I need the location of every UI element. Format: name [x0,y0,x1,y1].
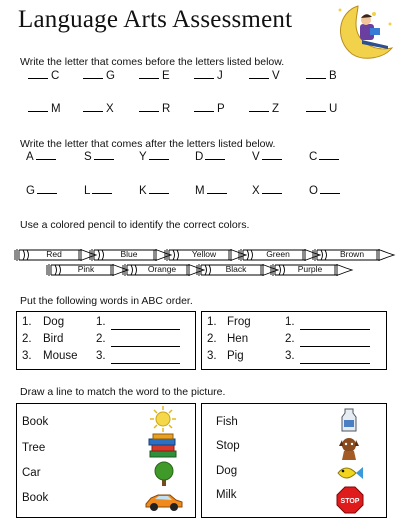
abc-word: Pig [227,350,244,362]
abc-word: Dog [43,316,65,328]
crayon-label: Green [266,249,290,259]
answer-blank[interactable] [194,111,214,112]
tree-icon [151,461,177,487]
given-letter: S [84,151,92,163]
match-word: Dog [216,465,238,477]
given-letter: R [162,103,171,115]
given-letter: X [252,185,260,197]
match-word: Book [22,492,49,504]
list-number: 2. [285,333,295,345]
given-letter: C [51,70,60,82]
sun-icon [146,405,180,433]
after-letter-item [84,151,114,163]
before-letter-item [194,70,223,82]
dog-icon [336,434,362,462]
given-letter: Y [139,151,147,163]
instruction-match: Draw a line to match the word to the picture. [20,386,226,398]
answer-blank[interactable] [28,78,48,79]
given-letter: M [195,185,205,197]
answer-blank[interactable] [92,193,112,194]
answer-blank[interactable] [83,78,103,79]
instruction-abc-order: Put the following words in ABC order. [20,295,193,307]
before-letter-item [194,103,225,115]
abc-word: Bird [43,333,64,345]
given-letter: G [106,70,115,82]
list-number: 3. [96,350,106,362]
before-letter-item [83,70,115,82]
given-letter: C [309,151,318,163]
crayon-label: Red [46,249,62,259]
stop-sign-text: STOP [340,498,360,505]
before-letter-item [83,103,114,115]
crayon-label: Brown [339,249,365,259]
answer-blank[interactable] [319,159,339,160]
answer-blank[interactable] [28,111,48,112]
answer-blank[interactable] [300,346,370,347]
answer-blank[interactable] [262,159,282,160]
before-letter-item [249,103,279,115]
given-letter: U [329,103,338,115]
instruction-after: Write the letter that comes after the letters listed below. [20,138,276,150]
given-letter: V [252,151,260,163]
list-number: 1. [96,316,106,328]
before-letter-item [249,70,280,82]
after-letter-item [84,185,112,197]
page-title: Language Arts Assessment [18,6,293,33]
answer-blank[interactable] [111,346,180,347]
list-number: 1. [285,316,295,328]
before-letter-item [306,70,337,82]
answer-blank[interactable] [300,363,370,364]
given-letter: X [106,103,114,115]
stop-sign-icon [336,486,364,514]
given-letter: A [26,151,34,163]
moon-reading-icon [330,2,400,60]
car-icon [143,489,185,513]
list-number: 2. [96,333,106,345]
list-number: 2. [207,333,217,345]
before-letter-item [28,103,61,115]
answer-blank[interactable] [249,78,269,79]
answer-blank[interactable] [36,159,56,160]
answer-blank[interactable] [320,193,340,194]
answer-blank[interactable] [139,111,159,112]
answer-blank[interactable] [139,78,159,79]
answer-blank[interactable] [37,193,57,194]
crayon-label: Orange [147,264,177,274]
answer-blank[interactable] [207,193,227,194]
after-letter-item [195,185,227,197]
list-number: 1. [207,316,217,328]
crayon-label: Yellow [191,249,217,259]
given-letter: E [162,70,170,82]
answer-blank[interactable] [111,363,180,364]
books-stack-icon [147,432,179,460]
given-letter: M [51,103,61,115]
crayon-label: Black [225,264,247,274]
given-letter: L [84,185,91,197]
after-letter-item [26,151,56,163]
given-letter: B [329,70,337,82]
match-word: Car [22,467,41,479]
abc-word: Mouse [43,350,78,362]
after-letter-item [252,185,282,197]
before-letter-item [306,103,337,115]
answer-blank[interactable] [194,78,214,79]
instruction-before: Write the letter that comes before the letters listed below. [20,56,285,68]
milk-bottle-icon [339,407,359,433]
answer-blank[interactable] [262,193,282,194]
answer-blank[interactable] [149,193,169,194]
answer-blank[interactable] [111,329,180,330]
answer-blank[interactable] [306,78,326,79]
answer-blank[interactable] [205,159,225,160]
answer-blank[interactable] [249,111,269,112]
given-letter: D [195,151,204,163]
match-word: Book [22,416,49,428]
match-word: Fish [216,416,238,428]
after-letter-item [252,151,282,163]
after-letter-item [139,185,169,197]
answer-blank[interactable] [300,329,370,330]
list-number: 3. [22,350,32,362]
given-letter: V [272,70,280,82]
before-letter-item [139,70,170,82]
match-word: Tree [22,442,46,454]
after-letter-item [26,185,57,197]
fish-icon [334,461,364,485]
crayon-label: Pink [77,264,95,274]
before-letter-item [28,70,59,82]
after-letter-item [309,151,339,163]
abc-word: Hen [227,333,249,345]
list-number: 3. [285,350,295,362]
given-letter: Z [272,103,280,115]
answer-blank[interactable] [306,111,326,112]
after-letter-item [195,151,225,163]
abc-word: Frog [227,316,251,328]
crayon-label: Purple [297,264,323,274]
after-letter-item [309,185,340,197]
answer-blank[interactable] [149,159,169,160]
given-letter: O [309,185,318,197]
given-letter: K [139,185,147,197]
before-letter-item [139,103,170,115]
instruction-colors: Use a colored pencil to identify the correct colors. [20,219,250,231]
after-letter-item [139,151,169,163]
list-number: 1. [22,316,32,328]
match-word: Stop [216,440,240,452]
given-letter: P [217,103,225,115]
answer-blank[interactable] [94,159,114,160]
answer-blank[interactable] [83,111,103,112]
list-number: 2. [22,333,32,345]
list-number: 3. [207,350,217,362]
match-word: Milk [216,489,237,501]
given-letter: J [217,70,223,82]
crayon-label: Blue [120,249,138,259]
given-letter: G [26,185,35,197]
